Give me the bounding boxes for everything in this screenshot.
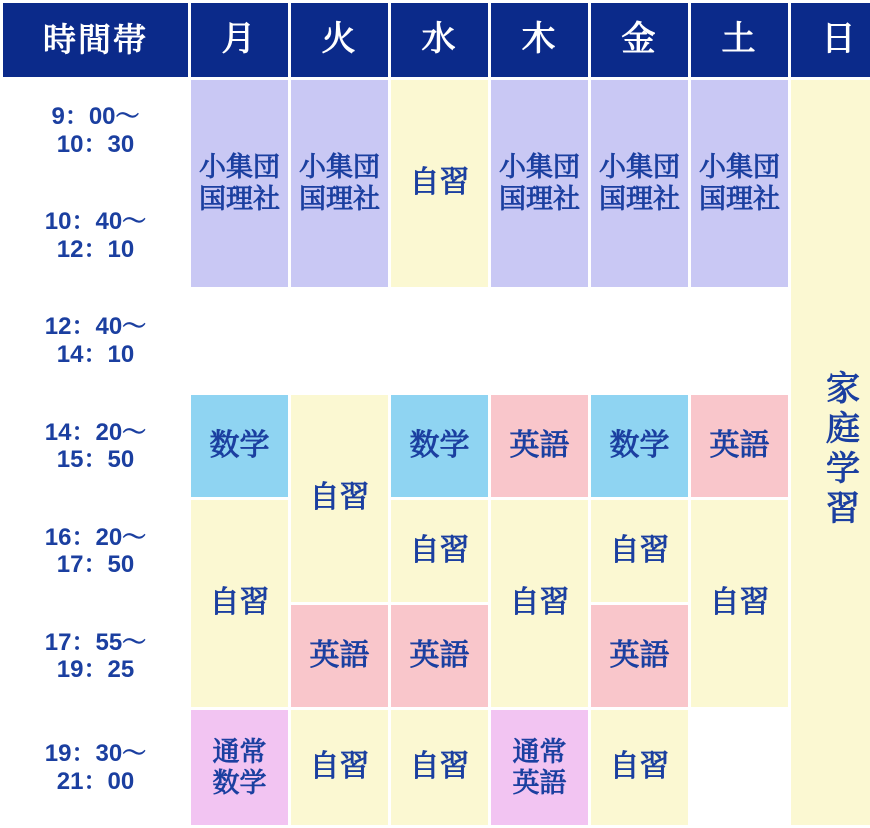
cell-mon-1930 [191, 710, 288, 825]
cell-sat-1930 [691, 710, 788, 825]
column-header-fri: 金 [591, 3, 688, 77]
cell-thu-morning [491, 80, 588, 287]
cell-text-line1: 小集団 [499, 152, 580, 183]
cell-thu-1240 [491, 290, 588, 392]
cell-text-line2: 国理社 [699, 183, 780, 214]
table-row [3, 290, 870, 392]
cell-tue-1930: 自習 [291, 710, 388, 825]
cell-text-line2: 国理社 [199, 183, 280, 214]
cell-text-line2: 英語 [512, 767, 567, 798]
cell-text-line2: 数学 [212, 767, 267, 798]
time-line2: 12：10 [56, 236, 135, 264]
column-header-sun: 日 [791, 3, 870, 77]
cell-text-line1: 通常 [212, 736, 267, 767]
cell-tue-1755: 英語 [291, 605, 388, 707]
time-line1: 17：55〜 [44, 628, 147, 656]
table-row [3, 80, 870, 182]
time-line2: 19：25 [56, 656, 135, 684]
cell-wed-1930: 自習 [391, 710, 488, 825]
cell-text-line1: 小集団 [699, 152, 780, 183]
column-header-tue: 火 [291, 3, 388, 77]
time-line1: 16：20〜 [44, 523, 147, 551]
cell-text-line2: 国理社 [299, 183, 380, 214]
table-header-row [3, 3, 870, 77]
time-label-1620 [3, 500, 188, 602]
cell-wed-morning: 自習 [391, 80, 488, 287]
time-label-1420 [3, 395, 188, 497]
cell-sun-all-day [791, 80, 870, 825]
time-line2: 10：30 [56, 131, 135, 159]
time-label-1930 [3, 710, 188, 825]
time-label-1240 [3, 290, 188, 392]
column-header-time: 時間帯 [3, 3, 188, 77]
cell-text-line1: 小集団 [599, 152, 680, 183]
cell-text-line2: 国理社 [499, 183, 580, 214]
time-line2: 21：00 [56, 767, 135, 795]
column-header-thu: 木 [491, 3, 588, 77]
cell-fri-1755: 英語 [591, 605, 688, 707]
time-line1: 10：40〜 [44, 208, 147, 236]
column-header-wed: 水 [391, 3, 488, 77]
cell-tue-1420: 自習 [291, 395, 388, 602]
cell-sat-1420: 英語 [691, 395, 788, 497]
time-line1: 19：30〜 [44, 740, 147, 767]
cell-fri-1240 [591, 290, 688, 392]
time-line2: 17：50 [56, 551, 135, 579]
cell-fri-1930: 自習 [591, 710, 688, 825]
cell-text-line2: 国理社 [599, 183, 680, 214]
cell-wed-1420: 数学 [391, 395, 488, 497]
cell-mon-morning [191, 80, 288, 287]
cell-mon-1420: 数学 [191, 395, 288, 497]
table-row [3, 395, 870, 497]
cell-text-line1: 小集団 [199, 152, 280, 183]
column-header-sat: 土 [691, 3, 788, 77]
column-header-mon: 月 [191, 3, 288, 77]
cell-text-line1: 通常 [512, 736, 567, 767]
time-line2: 14：10 [56, 341, 135, 369]
time-line2: 15：50 [56, 446, 135, 474]
time-label-0900 [3, 80, 188, 182]
time-line1: 14：20〜 [44, 418, 147, 446]
cell-thu-1420: 英語 [491, 395, 588, 497]
time-line1: 12：40〜 [44, 313, 147, 341]
cell-sat-morning [691, 80, 788, 287]
time-label-1755 [3, 605, 188, 707]
table-row [3, 500, 870, 602]
time-label-1040 [3, 185, 188, 287]
time-line1: 9：00〜 [51, 103, 140, 131]
cell-fri-1620: 自習 [591, 500, 688, 602]
cell-sat-1620: 自習 [691, 500, 788, 707]
cell-tue-1240 [291, 290, 388, 392]
cell-fri-morning [591, 80, 688, 287]
cell-mon-1620: 自習 [191, 500, 288, 707]
cell-wed-1240 [391, 290, 488, 392]
cell-wed-1620: 自習 [391, 500, 488, 602]
cell-mon-1240 [191, 290, 288, 392]
cell-thu-1930 [491, 710, 588, 825]
cell-text-line1: 小集団 [299, 152, 380, 183]
cell-sat-1240 [691, 290, 788, 392]
cell-fri-1420: 数学 [591, 395, 688, 497]
cell-wed-1755: 英語 [391, 605, 488, 707]
cell-text-vertical: 家庭学習 [820, 369, 859, 530]
cell-tue-morning [291, 80, 388, 287]
cell-thu-1620: 自習 [491, 500, 588, 707]
table-row [3, 710, 870, 825]
